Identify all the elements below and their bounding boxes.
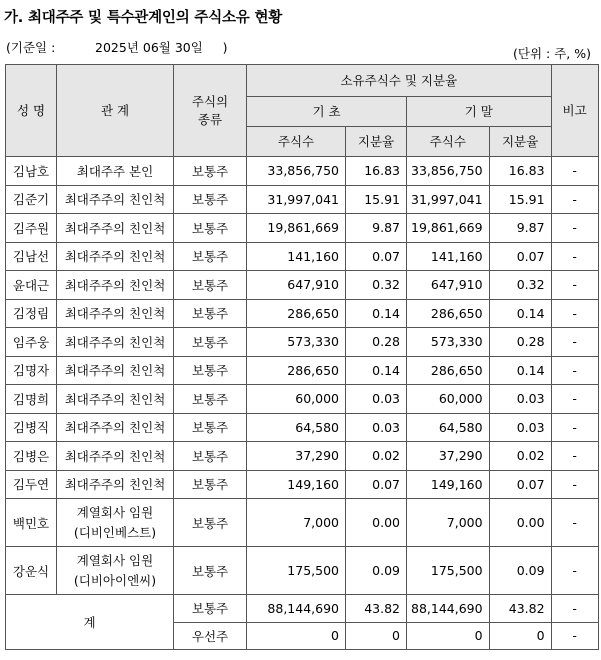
table-row (6, 214, 599, 243)
cell-start-ratio: 0.03 (346, 385, 407, 414)
cell-end-shares: 175,500 (407, 547, 490, 595)
cell-start-ratio: 0.07 (346, 470, 407, 499)
cell-start-shares: 60,000 (247, 385, 346, 414)
cell-name: 김남호 (6, 157, 57, 186)
total-label: 계 (6, 595, 174, 650)
cell-start-shares: 37,290 (247, 442, 346, 471)
cell-relation: 최대주주의 친인척 (57, 328, 174, 357)
cell-note: - (551, 622, 598, 650)
cell-start-ratio: 0.14 (346, 356, 407, 385)
cell-note: - (551, 470, 598, 499)
cell-name: 강운식 (6, 547, 57, 595)
cell-stock-type: 우선주 (174, 622, 247, 650)
cell-note: - (551, 595, 598, 623)
header-relation: 관 계 (57, 65, 174, 157)
cell-relation: 최대주주의 친인척 (57, 299, 174, 328)
cell-note: - (551, 299, 598, 328)
cell-start-shares: 19,861,669 (247, 214, 346, 243)
shareholding-table (5, 64, 599, 650)
unit-label: (단위 : 주, %) (513, 46, 591, 61)
cell-note: - (551, 442, 598, 471)
cell-start-shares: 64,580 (247, 413, 346, 442)
cell-stock-type: 보통주 (174, 470, 247, 499)
cell-stock-type: 보통주 (174, 214, 247, 243)
cell-end-ratio: 0.02 (489, 442, 551, 471)
cell-relation-line1: 계열회사 임원 (76, 552, 154, 568)
table-row (6, 356, 599, 385)
header-stock-type (174, 65, 247, 157)
header-ownership: 소유주식수 및 지분율 (247, 65, 552, 97)
cell-end-shares: 88,144,690 (407, 595, 490, 623)
cell-note: - (551, 271, 598, 300)
cell-end-ratio: 0.14 (489, 299, 551, 328)
cell-end-shares: 0 (407, 622, 490, 650)
cell-name: 김두연 (6, 470, 57, 499)
cell-stock-type: 보통주 (174, 499, 247, 547)
cell-end-ratio: 0.03 (489, 413, 551, 442)
table-row (6, 328, 599, 357)
cell-name: 김명자 (6, 356, 57, 385)
cell-end-ratio: 15.91 (489, 185, 551, 214)
cell-stock-type: 보통주 (174, 185, 247, 214)
page-title: 가. 최대주주 및 특수관계인의 주식소유 현황 (4, 10, 283, 26)
cell-start-shares: 149,160 (247, 470, 346, 499)
cell-start-ratio: 9.87 (346, 214, 407, 243)
cell-end-ratio: 16.83 (489, 157, 551, 186)
cell-relation: 최대주주의 친인척 (57, 214, 174, 243)
cell-stock-type: 보통주 (174, 328, 247, 357)
table-row (6, 242, 599, 271)
cell-note: - (551, 356, 598, 385)
cell-end-shares: 647,910 (407, 271, 490, 300)
total-row-common (6, 595, 599, 623)
header-note: 비고 (551, 65, 598, 157)
cell-stock-type: 보통주 (174, 356, 247, 385)
cell-start-shares: 141,160 (247, 242, 346, 271)
cell-name: 김정림 (6, 299, 57, 328)
cell-end-shares: 286,650 (407, 356, 490, 385)
cell-start-ratio: 0.07 (346, 242, 407, 271)
cell-end-ratio: 0.14 (489, 356, 551, 385)
cell-start-ratio: 0.00 (346, 499, 407, 547)
cell-stock-type: 보통주 (174, 442, 247, 471)
cell-end-ratio: 0.09 (489, 547, 551, 595)
cell-end-shares: 141,160 (407, 242, 490, 271)
cell-start-ratio: 0.32 (346, 271, 407, 300)
header-end-ratio: 지분율 (489, 127, 551, 157)
cell-note: - (551, 547, 598, 595)
cell-end-shares: 37,290 (407, 442, 490, 471)
cell-start-ratio: 0.03 (346, 413, 407, 442)
header-end: 기 말 (407, 97, 552, 127)
cell-end-shares: 60,000 (407, 385, 490, 414)
cell-start-shares: 88,144,690 (247, 595, 346, 623)
header-end-shares: 주식수 (407, 127, 490, 157)
cell-end-shares: 19,861,669 (407, 214, 490, 243)
header-stock-type-line1: 주식의 (191, 93, 229, 109)
cell-start-shares: 33,856,750 (247, 157, 346, 186)
cell-name: 김남선 (6, 242, 57, 271)
cell-start-ratio: 0.14 (346, 299, 407, 328)
cell-start-ratio: 0.02 (346, 442, 407, 471)
table-row (6, 547, 599, 595)
cell-end-shares: 64,580 (407, 413, 490, 442)
table-row (6, 470, 599, 499)
cell-end-ratio: 0.32 (489, 271, 551, 300)
cell-start-shares: 647,910 (247, 271, 346, 300)
cell-note: - (551, 157, 598, 186)
base-date: (기준일 : 2025년 06월 30일 ) (6, 40, 228, 55)
cell-name: 김병은 (6, 442, 57, 471)
cell-start-ratio: 0.28 (346, 328, 407, 357)
cell-end-shares: 31,997,041 (407, 185, 490, 214)
cell-start-shares: 286,650 (247, 299, 346, 328)
table-row (6, 385, 599, 414)
cell-stock-type: 보통주 (174, 299, 247, 328)
cell-end-shares: 7,000 (407, 499, 490, 547)
cell-stock-type: 보통주 (174, 271, 247, 300)
cell-stock-type: 보통주 (174, 547, 247, 595)
header-start: 기 초 (247, 97, 407, 127)
cell-end-ratio: 9.87 (489, 214, 551, 243)
cell-end-ratio: 0.00 (489, 499, 551, 547)
cell-relation-line2: (디비인베스트) (73, 524, 157, 540)
cell-name: 백민호 (6, 499, 57, 547)
cell-relation: 최대주주의 친인척 (57, 185, 174, 214)
cell-relation: 최대주주의 친인척 (57, 413, 174, 442)
cell-name: 임주웅 (6, 328, 57, 357)
cell-end-ratio: 0 (489, 622, 551, 650)
cell-stock-type: 보통주 (174, 157, 247, 186)
cell-end-ratio: 0.03 (489, 385, 551, 414)
cell-relation (57, 547, 174, 595)
cell-start-shares: 0 (247, 622, 346, 650)
table-row (6, 185, 599, 214)
cell-note: - (551, 499, 598, 547)
cell-end-shares: 149,160 (407, 470, 490, 499)
cell-relation: 최대주주 본인 (57, 157, 174, 186)
cell-relation-line2: (디비아이엔씨) (73, 572, 157, 588)
cell-start-ratio: 15.91 (346, 185, 407, 214)
cell-end-ratio: 0.28 (489, 328, 551, 357)
cell-note: - (551, 413, 598, 442)
header-start-shares: 주식수 (247, 127, 346, 157)
header-start-ratio: 지분율 (346, 127, 407, 157)
cell-start-shares: 31,997,041 (247, 185, 346, 214)
cell-note: - (551, 185, 598, 214)
cell-end-ratio: 43.82 (489, 595, 551, 623)
cell-stock-type: 보통주 (174, 385, 247, 414)
cell-end-ratio: 0.07 (489, 470, 551, 499)
table-row (6, 299, 599, 328)
table-row (6, 442, 599, 471)
cell-stock-type: 보통주 (174, 595, 247, 623)
cell-name: 김병직 (6, 413, 57, 442)
cell-relation: 최대주주의 친인척 (57, 470, 174, 499)
cell-name: 김준기 (6, 185, 57, 214)
table-row (6, 271, 599, 300)
cell-note: - (551, 328, 598, 357)
table-row (6, 157, 599, 186)
cell-relation: 최대주주의 친인척 (57, 271, 174, 300)
table-row (6, 499, 599, 547)
header-name: 성 명 (6, 65, 57, 157)
cell-stock-type: 보통주 (174, 413, 247, 442)
cell-start-shares: 286,650 (247, 356, 346, 385)
cell-start-ratio: 43.82 (346, 595, 407, 623)
cell-relation: 최대주주의 친인척 (57, 356, 174, 385)
cell-start-ratio: 16.83 (346, 157, 407, 186)
cell-end-shares: 286,650 (407, 299, 490, 328)
cell-name: 김명희 (6, 385, 57, 414)
cell-start-shares: 7,000 (247, 499, 346, 547)
cell-relation: 최대주주의 친인척 (57, 242, 174, 271)
cell-start-ratio: 0.09 (346, 547, 407, 595)
cell-note: - (551, 242, 598, 271)
cell-start-shares: 573,330 (247, 328, 346, 357)
cell-stock-type: 보통주 (174, 242, 247, 271)
cell-end-ratio: 0.07 (489, 242, 551, 271)
cell-relation-line1: 계열회사 임원 (76, 504, 154, 520)
cell-relation: 최대주주의 친인척 (57, 385, 174, 414)
cell-note: - (551, 385, 598, 414)
cell-note: - (551, 214, 598, 243)
cell-end-shares: 573,330 (407, 328, 490, 357)
header-stock-type-line2: 종류 (197, 111, 223, 127)
cell-relation (57, 499, 174, 547)
cell-name: 윤대근 (6, 271, 57, 300)
cell-name: 김주원 (6, 214, 57, 243)
cell-relation: 최대주주의 친인척 (57, 442, 174, 471)
cell-start-ratio: 0 (346, 622, 407, 650)
cell-end-shares: 33,856,750 (407, 157, 490, 186)
table-row (6, 413, 599, 442)
cell-start-shares: 175,500 (247, 547, 346, 595)
